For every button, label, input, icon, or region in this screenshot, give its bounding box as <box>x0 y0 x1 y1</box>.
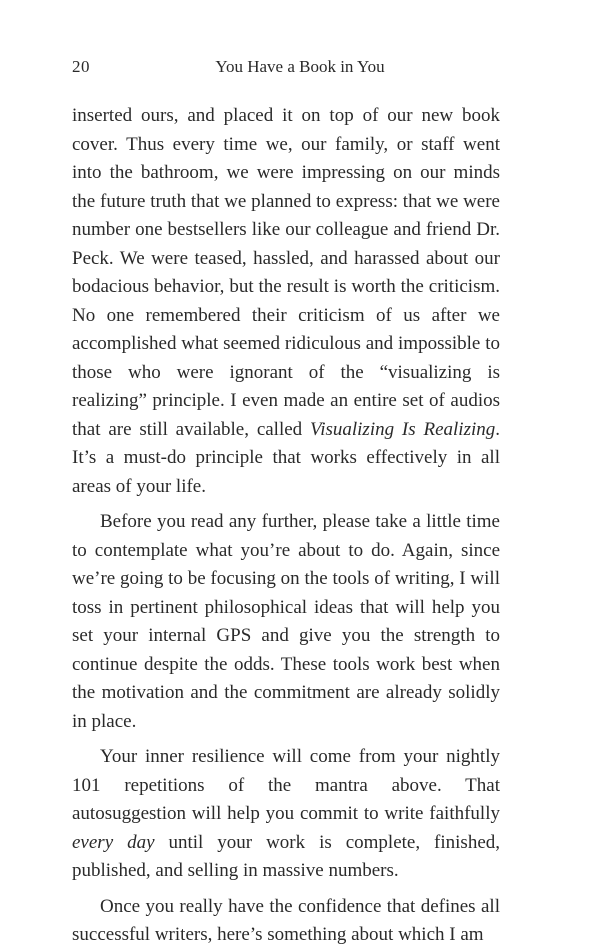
paragraph-text: Your inner resilience will come from your nightly 101 repetitions of the mantra above. That autosuggestion will help you commit to write faithfully <box>72 746 500 824</box>
paragraph-text: inserted ours, and placed it on top of our new book cover. Thus every time we, our family, or staff went into the bathroom, we were impressing on our minds the future truth that we planned to express: that we were number one bestsellers like our colleague and friend Dr. Peck. We were teased, hassled, and harassed about our bodacious behavior, but the result is worth the criticism. No one remembered their criticism of us after we accomplished what seemed ridiculous and impossible to those who were ignorant of the “visualizing is realizing” principle. I even made an entire set of audios that are still available, called <box>72 105 500 440</box>
page-header <box>72 54 528 80</box>
paragraph <box>72 743 500 886</box>
paragraph: Once you really have the confidence that defines all successful writers, here’s something about which I am <box>72 895 500 945</box>
running-head: You Have a Book in You <box>215 57 385 76</box>
paragraph-text: . It’s a must-do principle that works effectively in all areas of your life. <box>72 418 500 497</box>
body-text <box>72 102 500 950</box>
paragraph-continued <box>72 102 500 501</box>
paragraph: Before you read any further, please take a little time to contemplate what you’re about to do. Again, since we’re going to be focusing on the tools of writing, I will toss in pertinent philosophical ideas that will help you set your internal GPS and give you the strength to continue despite the odds. These tools work best when the motivation and the commitment are already solidly in place. <box>72 511 500 732</box>
emphasis-italic: every day <box>72 831 155 853</box>
paragraph-text: until your work is complete, finished, published, and selling in massive numbers. <box>72 831 501 881</box>
book-title-italic: Visualizing Is Realizing <box>310 418 496 440</box>
page-number: 20 <box>72 57 90 76</box>
